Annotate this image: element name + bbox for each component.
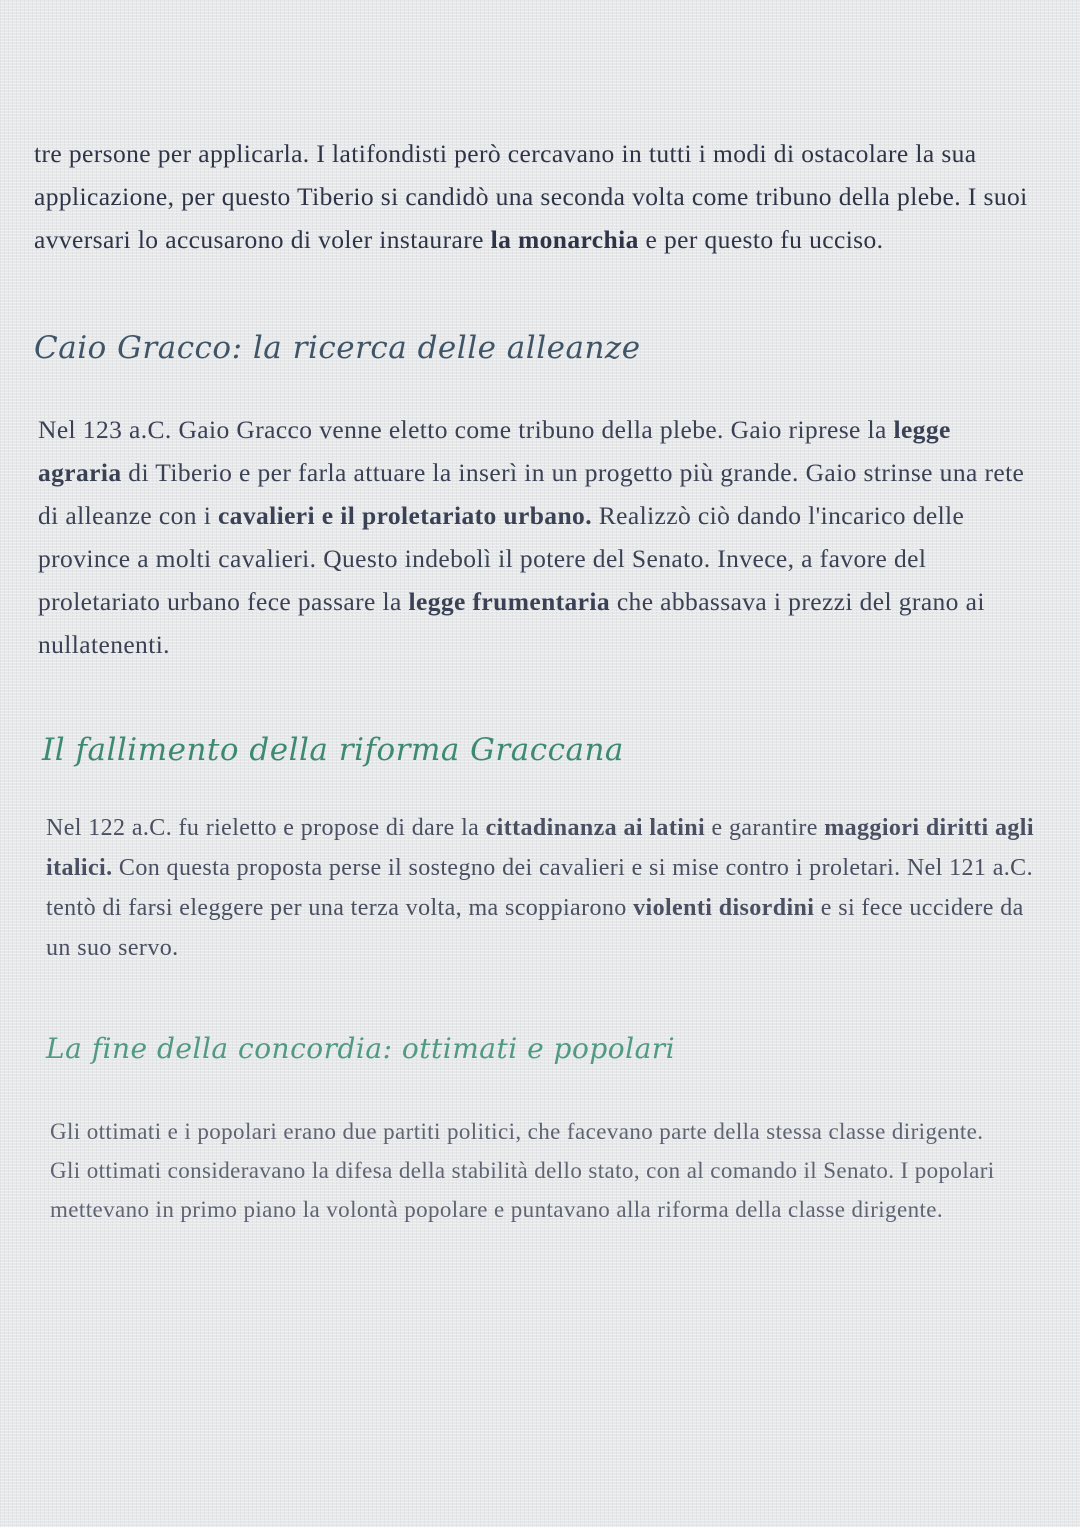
text-segment: Realizzò ciò dando l'incarico delle province a molti cavalieri. Questo indebolì il potere del Senato. Invece, a favore del proletariato urbano fece passare la <box>38 501 965 616</box>
text-segment: Con questa proposta perse il sostegno dei cavalieri e si mise contro i proletari. Nel 121 a.C. tentò di farsi eleggere per una terza volta, ma scoppiarono <box>46 855 1033 921</box>
text-segment: Gli ottimati e i popolari erano due partiti politici, che facevano parte della stessa classe dirigente. Gli ottimati consideravano la difesa della stabilità dello stato, con al comando il Senato. I popolari mettevano in primo piano la volontà popolare e puntavano alla riforma della classe dirigente. <box>50 1119 995 1222</box>
bold-term-cittadinanza: cittadinanza ai latini <box>485 815 706 841</box>
bold-term-legge-frumentaria: legge frumentaria <box>408 587 611 616</box>
text-segment: che abbassava i prezzi del grano ai nullatenenti. <box>38 587 985 659</box>
paragraph-caio-gracco <box>38 408 1038 666</box>
bold-term-cavalieri-proletariato: cavalieri e il proletariato urbano. <box>217 501 592 530</box>
text-segment: tre persone per applicarla. I latifondisti però cercavano in tutti i modi di ostacolare la sua applicazione, per questo Tiberio si candidò una seconda volta come tribuno della plebe. I suoi avversari lo accusarono di voler instaurare <box>34 139 1028 254</box>
heading-fine-concordia: La fine della concordia: ottimati e popolari <box>46 1032 676 1065</box>
text-segment: Nel 123 a.C. Gaio Gracco venne eletto come tribuno della plebe. Gaio riprese la <box>38 415 894 444</box>
heading-caio-gracco: Caio Gracco: la ricerca delle alleanze <box>34 330 641 366</box>
text-segment: Nel 122 a.C. fu rieletto e propose di dare la <box>46 815 486 841</box>
bold-term-legge-agraria: legge agraria <box>38 415 951 487</box>
paragraph-fallimento <box>46 808 1036 968</box>
paragraph-tiberio-end <box>34 132 1044 261</box>
bold-term-monarchia: la monarchia <box>490 225 639 254</box>
paragraph-ottimati-popolari <box>50 1112 1010 1229</box>
text-segment: di Tiberio e per farla attuare la inserì in un progetto più grande. Gaio strinse una rete di alleanze con i <box>38 458 1025 530</box>
text-segment: e si fece uccidere da un suo servo. <box>46 895 1024 961</box>
text-segment: e per questo fu ucciso. <box>638 225 884 254</box>
bold-term-diritti-italici: maggiori diritti agli italici. <box>46 815 1034 881</box>
bold-term-violenti-disordini: violenti disordini <box>633 895 815 921</box>
heading-fallimento-riforma: Il fallimento della riforma Graccana <box>42 732 624 768</box>
text-segment: e garantire <box>705 815 825 841</box>
